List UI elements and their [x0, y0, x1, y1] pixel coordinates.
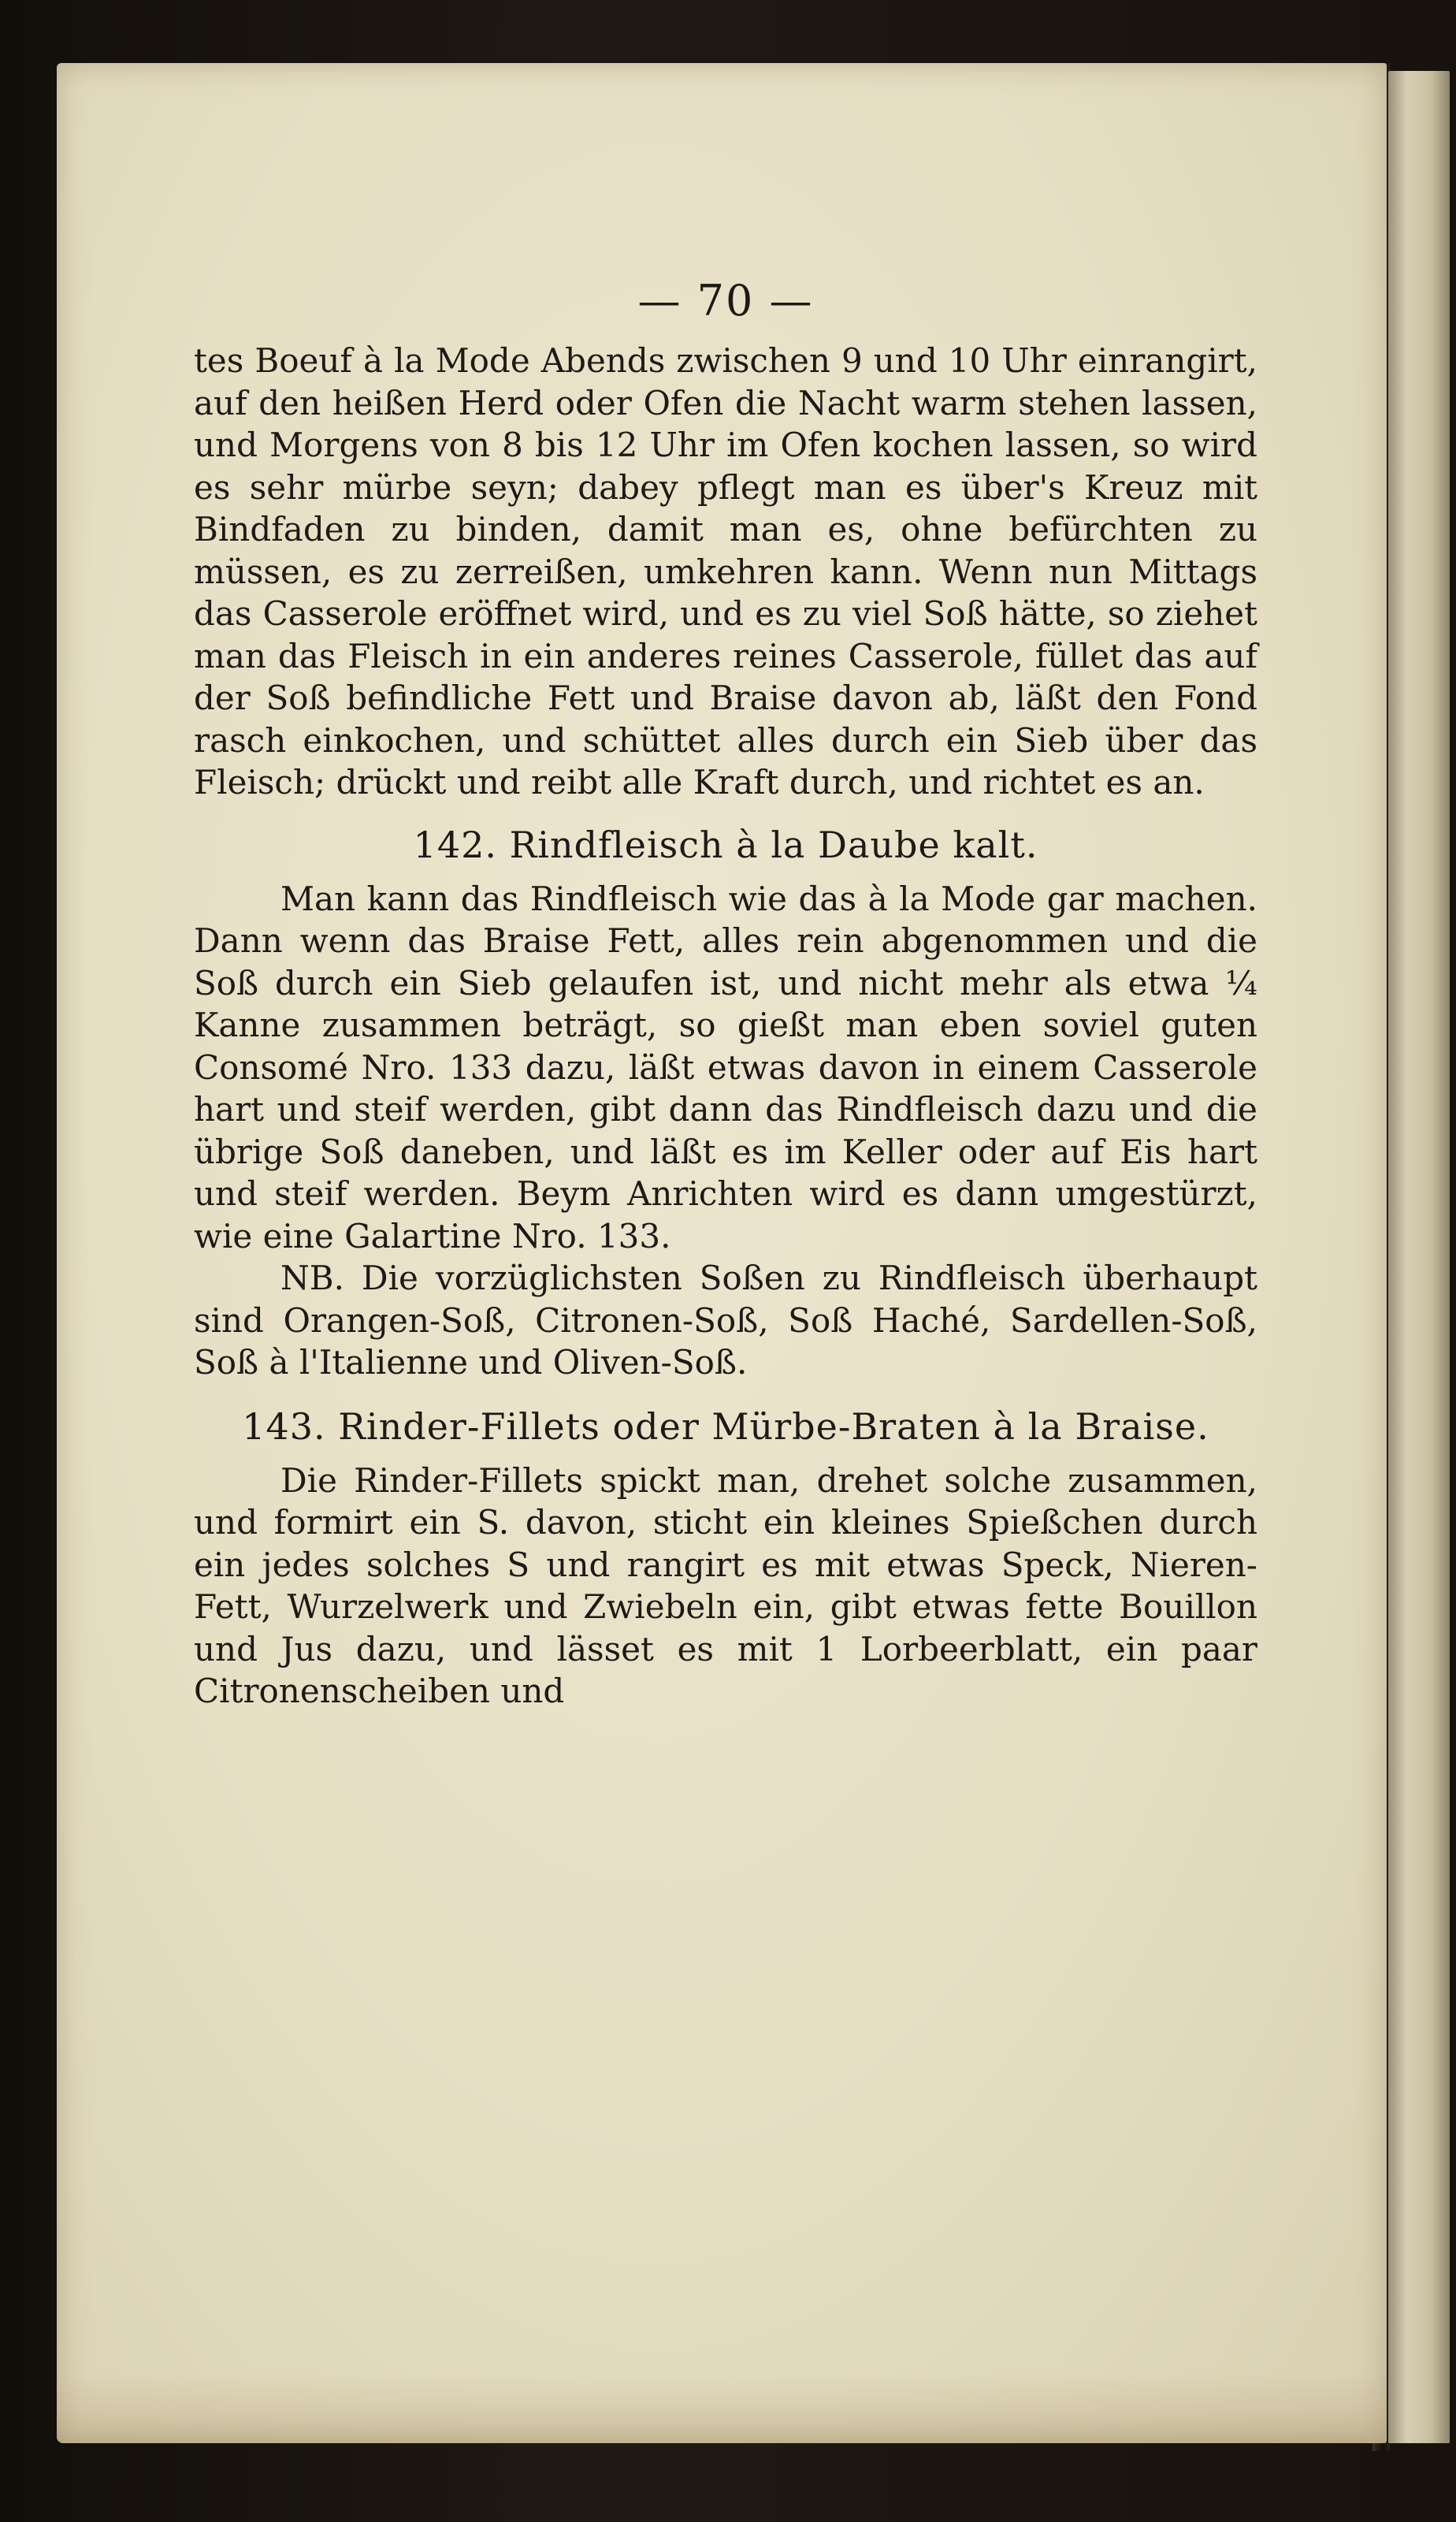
- page-number: — 70 —: [637, 276, 814, 325]
- paragraph-142: Man kann das Rindfleisch wie das à la Mode gar machen. Dann wenn das Braise Fett, alles rein abgenommen und die Soß durch ein Sieb gelaufen ist, und nicht mehr als etwa ¼ Kanne zusammen beträgt, so gießt man eben soviel guten Consomé Nro. 133 dazu, läßt etwas davon in einem Casserole hart und steif werden, gibt dann das Rindfleisch dazu und die übrige Soß daneben, und läßt es im Keller oder auf Eis hart und steif werden. Beym Anrichten wird es dann umgestürzt, wie eine Galartine Nro. 133.: [194, 879, 1257, 1255]
- recipe-heading-143: 143. Rinder-Fillets oder Mürbe-Braten à la Braise.: [242, 1404, 1209, 1448]
- next-page-edge: [1388, 71, 1450, 2443]
- page-text: [194, 276, 1257, 1713]
- paragraph-continuation: tes Boeuf à la Mode Abends zwischen 9 und 10 Uhr einrangirt, auf den heißen Herd oder Ofen die Nacht warm stehen lassen, und Morgens von 8 bis 12 Uhr im Ofen kochen lassen, so wird es sehr mürbe seyn; dabey pflegt man es über's Kreuz mit Bindfaden zu binden, damit man es, ohne befürchten zu müssen, es zu zerreißen, umkehren kann. Wenn nun Mittags das Casserole eröffnet wird, und es zu viel Soß hätte, so ziehet man das Fleisch in ein anderes reines Casserole, füllet das auf der Soß befindliche Fett und Braise davon ab, läßt den Fond rasch einkochen, und schüttet alles durch ein Sieb über das Fleisch; drückt und reibt alle Kraft durch, und richtet es an.: [194, 341, 1257, 802]
- paragraph-143: Die Rinder-Fillets spickt man, drehet solche zusammen, und formirt ein S. davon, sticht ein kleines Spießchen durch ein jedes solches S und rangirt es mit etwas Speck, Nieren-Fett, Wurzelwerk und Zwiebeln ein, gibt etwas fette Bouillon und Jus dazu, und lässet es mit 1 Lorbeerblatt, ein paar Citronenscheiben und: [194, 1460, 1257, 1710]
- recipe-heading-142: 142. Rindfleisch à la Daube kalt.: [413, 823, 1038, 866]
- paragraph-nb: NB. Die vorzüglichsten Soßen zu Rindfleisch überhaupt sind Orangen-Soß, Citronen-Soß, Soß Haché, Sardellen-Soß, Soß à l'Italienne und Oliven-Soß.: [194, 1259, 1257, 1382]
